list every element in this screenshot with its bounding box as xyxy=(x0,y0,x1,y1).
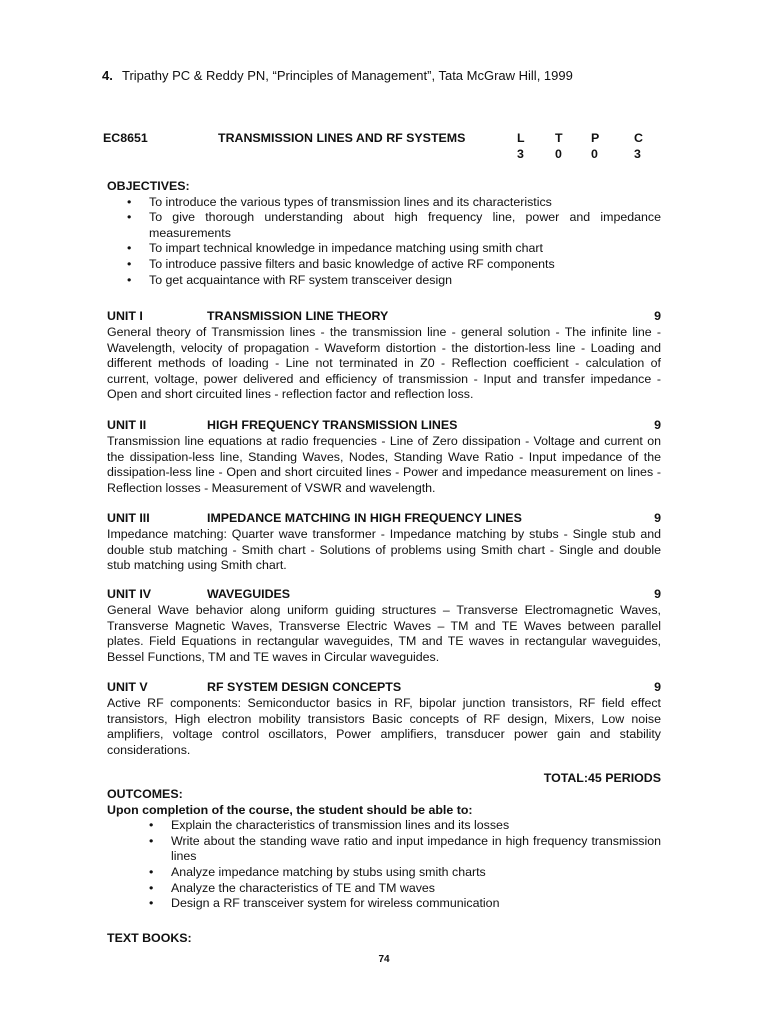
ltpc-c xyxy=(634,131,658,162)
unit-number: UNIT V xyxy=(107,680,148,694)
list-item: • Analyze the characteristics of TE and TM waves xyxy=(107,881,661,897)
unit-number: UNIT II xyxy=(107,418,147,432)
list-item: • To introduce the various types of transmission lines and its characteristics xyxy=(107,195,661,211)
unit-hours: 9 xyxy=(654,511,661,525)
unit-body: Impedance matching: Quarter wave transformer - Impedance matching by stubs - Single stub and double stub matching - Smith chart - Solutions of problems using Smith chart - Single and double stub matching using Smith chart. xyxy=(107,527,661,573)
course-code: EC8651 xyxy=(103,131,148,145)
unit-section xyxy=(107,418,661,496)
ltpc-label: C xyxy=(634,131,643,145)
unit-title: RF SYSTEM DESIGN CONCEPTS xyxy=(207,680,402,694)
total-periods: TOTAL:45 PERIODS xyxy=(543,771,661,785)
unit-number: UNIT III xyxy=(107,511,150,525)
unit-title: TRANSMISSION LINE THEORY xyxy=(207,309,389,323)
outcomes-list xyxy=(107,818,661,912)
unit-heading xyxy=(107,587,661,603)
list-item: • Design a RF transceiver system for wireless communication xyxy=(107,896,661,912)
list-item: • To get acquaintance with RF system transceiver design xyxy=(107,273,661,289)
ltpc-value: 3 xyxy=(634,146,641,161)
unit-section xyxy=(107,309,661,403)
unit-number: UNIT IV xyxy=(107,587,152,601)
ltpc-value: 0 xyxy=(555,146,562,161)
unit-body: Active RF components: Semiconductor basics in RF, bipolar junction transistors, RF field effect transistors, High electron mobility transistors Basic concepts of RF design, Mixers, Low noise amplifiers, voltage control oscillators, Power amplifiers, transducer power gain and stability considerations. xyxy=(107,696,661,757)
course-title: TRANSMISSION LINES AND RF SYSTEMS xyxy=(218,131,466,145)
course-header xyxy=(103,131,663,165)
ltpc-l xyxy=(517,131,541,162)
ltpc-value: 0 xyxy=(591,146,598,161)
unit-body: General theory of Transmission lines - the transmission line - general solution - The infinite line - Wavelength, velocity of propagation - Waveform distortion - the distortion-less line - Loading and different methods of loading - Line not terminated in Z0 - Reflection coefficient - calculation of current, voltage, power delivered and efficiency of transmission - Input and transfer impedance - Open and short circuited lines - reflection factor and reflection loss. xyxy=(107,325,661,402)
reference-entry xyxy=(102,68,573,84)
unit-title: WAVEGUIDES xyxy=(207,587,291,601)
unit-heading xyxy=(107,418,661,434)
unit-hours: 9 xyxy=(654,309,661,323)
unit-section xyxy=(107,511,661,574)
unit-title: IMPEDANCE MATCHING IN HIGH FREQUENCY LINES xyxy=(207,511,522,525)
ltpc-t xyxy=(555,131,579,162)
outcomes-intro: Upon completion of the course, the student should be able to: xyxy=(107,802,473,817)
objectives-heading: OBJECTIVES: xyxy=(107,179,190,193)
unit-section xyxy=(107,587,661,665)
outcomes-section xyxy=(107,787,661,912)
list-item: • To impart technical knowledge in impedance matching using smith chart xyxy=(107,241,661,257)
unit-title: HIGH FREQUENCY TRANSMISSION LINES xyxy=(207,418,458,432)
unit-number: UNIT I xyxy=(107,309,143,323)
unit-body: General Wave behavior along uniform guiding structures – Transverse Electromagnetic Waves, Transverse Magnetic Waves, Transverse Electric Waves – TM and TE Waves between parallel plates. Field Equations in rectangular waveguides, TM and TE waves in rectangular waveguides, Bessel Functions, TM and TE waves in Circular waveguides. xyxy=(107,603,661,664)
objectives-list xyxy=(107,195,661,289)
unit-hours: 9 xyxy=(654,418,661,432)
ltpc-value: 3 xyxy=(517,146,524,161)
reference-number: 4. xyxy=(102,68,113,83)
unit-heading xyxy=(107,680,661,696)
unit-heading xyxy=(107,511,661,527)
page-number: 74 xyxy=(378,954,390,965)
ltpc-label: P xyxy=(591,131,600,145)
ltpc-label: T xyxy=(555,131,563,145)
list-item: • To give thorough understanding about high frequency line, power and impedance measurements xyxy=(107,210,661,241)
textbooks-heading: TEXT BOOKS: xyxy=(107,931,192,945)
list-item: • Analyze impedance matching by stubs using smith charts xyxy=(107,865,661,881)
objectives-section xyxy=(107,179,661,288)
unit-section xyxy=(107,680,661,758)
ltpc-label: L xyxy=(517,131,525,145)
unit-body: Transmission line equations at radio frequencies - Line of Zero dissipation - Voltage and current on the dissipation-less line, Standing Waves, Nodes, Standing Wave Ratio - Input impedance of the dissipation-less line - Open and short circuited lines - Power and impedance measurement on lines - Reflection losses - Measurement of VSWR and wavelength. xyxy=(107,434,661,495)
unit-heading xyxy=(107,309,661,325)
reference-text: Tripathy PC & Reddy PN, “Principles of Management”, Tata McGraw Hill, 1999 xyxy=(122,68,573,83)
ltpc-p xyxy=(591,131,615,162)
list-item: • To introduce passive filters and basic knowledge of active RF components xyxy=(107,257,661,273)
unit-hours: 9 xyxy=(654,587,661,601)
list-item: • Explain the characteristics of transmission lines and its losses xyxy=(107,818,661,834)
outcomes-heading: OUTCOMES: xyxy=(107,787,183,801)
unit-hours: 9 xyxy=(654,680,661,694)
list-item: • Write about the standing wave ratio and input impedance in high frequency transmission lines xyxy=(107,834,661,865)
